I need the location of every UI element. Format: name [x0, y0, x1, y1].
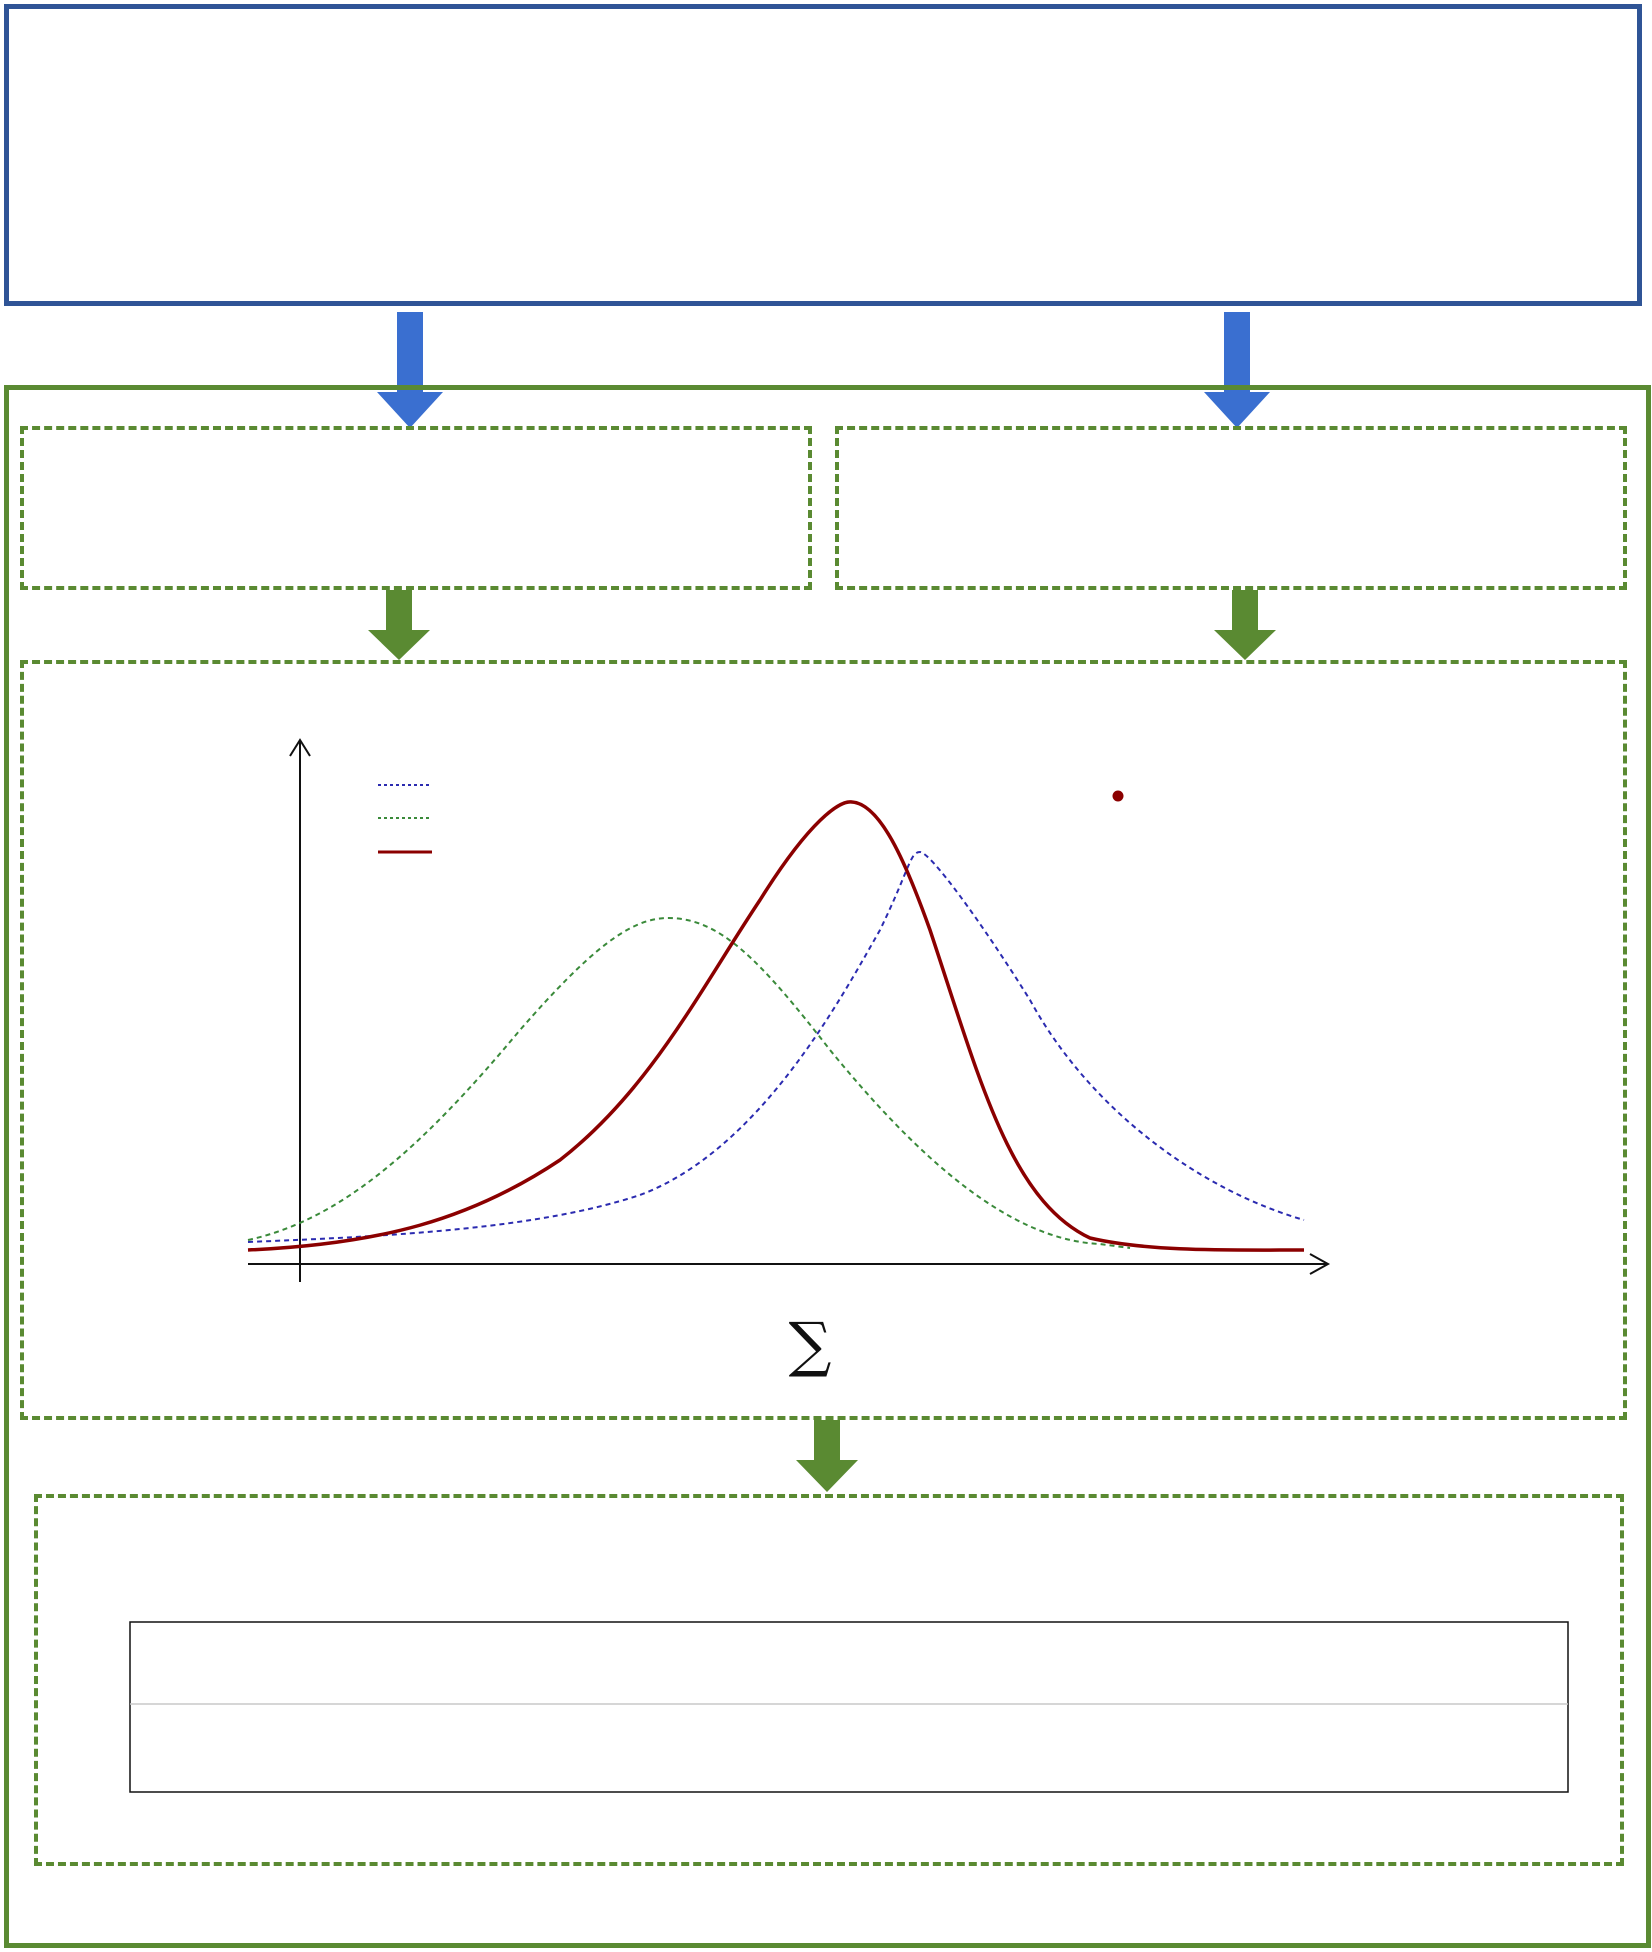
plot-frame — [130, 1622, 1568, 1792]
sum-symbol: ∑ — [788, 1310, 832, 1380]
